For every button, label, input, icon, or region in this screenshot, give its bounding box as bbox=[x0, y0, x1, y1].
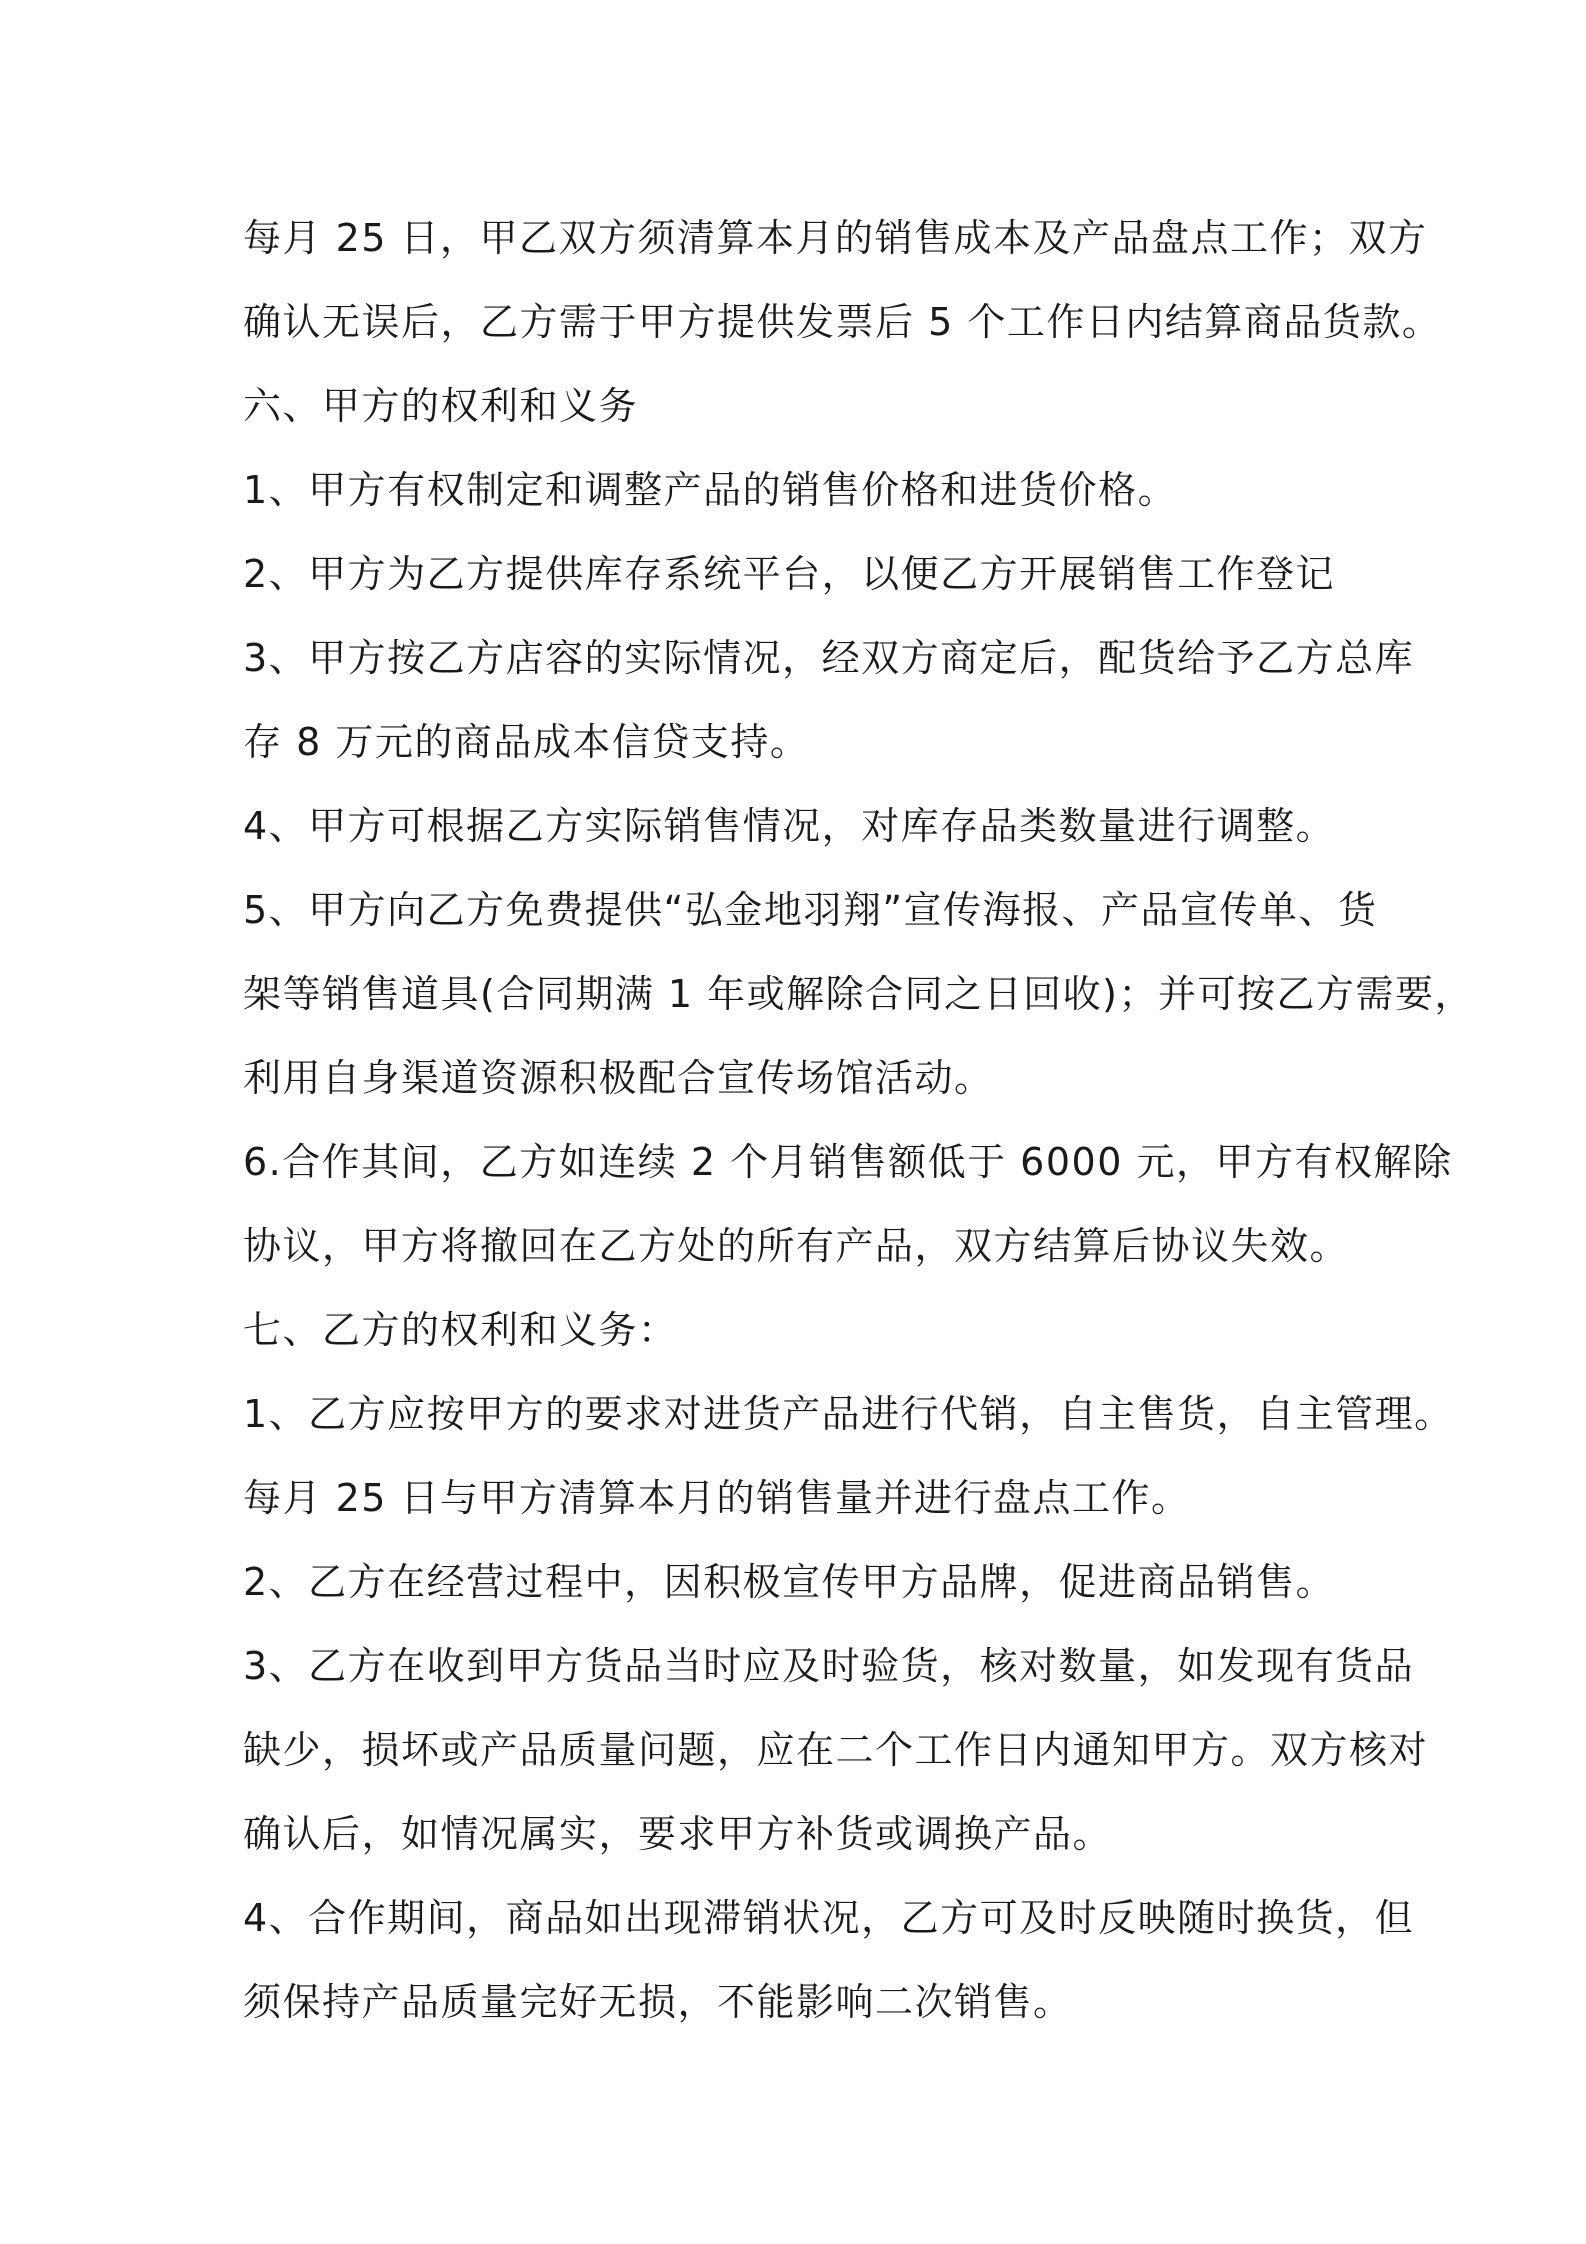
text-line: 1、乙方应按甲方的要求对进货产品进行代销，自主售货，自主管理。 bbox=[243, 1392, 1454, 1436]
section-heading: 六、甲方的权利和义务 bbox=[243, 384, 639, 428]
text-line: 存 8 万元的商品成本信贷支持。 bbox=[243, 720, 810, 764]
text-line: 须保持产品质量完好无损，不能影响二次销售。 bbox=[243, 1980, 1073, 2024]
text-line: 3、甲方按乙方店容的实际情况，经双方商定后，配货给予乙方总库 bbox=[243, 636, 1415, 680]
text-line: 3、乙方在收到甲方货品当时应及时验货，核对数量，如发现有货品 bbox=[243, 1644, 1415, 1688]
text-line: 利用自身渠道资源积极配合宣传场馆活动。 bbox=[243, 1056, 994, 1100]
section-heading: 七、乙方的权利和义务： bbox=[243, 1308, 678, 1352]
document-body bbox=[243, 196, 1474, 2044]
text-line: 确认后，如情况属实，要求甲方补货或调换产品。 bbox=[243, 1812, 1113, 1856]
text-line: 1、甲方有权制定和调整产品的销售价格和进货价格。 bbox=[243, 468, 1178, 512]
text-line: 协议，甲方将撤回在乙方处的所有产品，双方结算后协议失效。 bbox=[243, 1224, 1350, 1268]
text-line: 每月 25 日，甲乙双方须清算本月的销售成本及产品盘点工作；双方 bbox=[243, 216, 1428, 260]
text-line: 确认无误后，乙方需于甲方提供发票后 5 个工作日内结算商品货款。 bbox=[243, 300, 1442, 344]
text-line: 架等销售道具(合同期满 1 年或解除合同之日回收)；并可按乙方需要， bbox=[243, 972, 1474, 1016]
text-line: 2、乙方在经营过程中，因积极宣传甲方品牌，促进商品销售。 bbox=[243, 1560, 1336, 1604]
text-line: 5、甲方向乙方免费提供“弘金地羽翔”宣传海报、产品宣传单、货 bbox=[243, 888, 1378, 932]
text-line: 4、甲方可根据乙方实际销售情况，对库存品类数量进行调整。 bbox=[243, 804, 1336, 848]
text-line: 每月 25 日与甲方清算本月的销售量并进行盘点工作。 bbox=[243, 1476, 1191, 1520]
text-line: 2、甲方为乙方提供库存系统平台，以便乙方开展销售工作登记 bbox=[243, 552, 1336, 596]
text-line: 6.合作其间，乙方如连续 2 个月销售额低于 6000 元，甲方有权解除 bbox=[243, 1140, 1453, 1184]
text-line: 缺少，损坏或产品质量问题，应在二个工作日内通知甲方。双方核对 bbox=[243, 1728, 1429, 1772]
text-line: 4、合作期间，商品如出现滞销状况，乙方可及时反映随时换货，但 bbox=[243, 1896, 1415, 1940]
